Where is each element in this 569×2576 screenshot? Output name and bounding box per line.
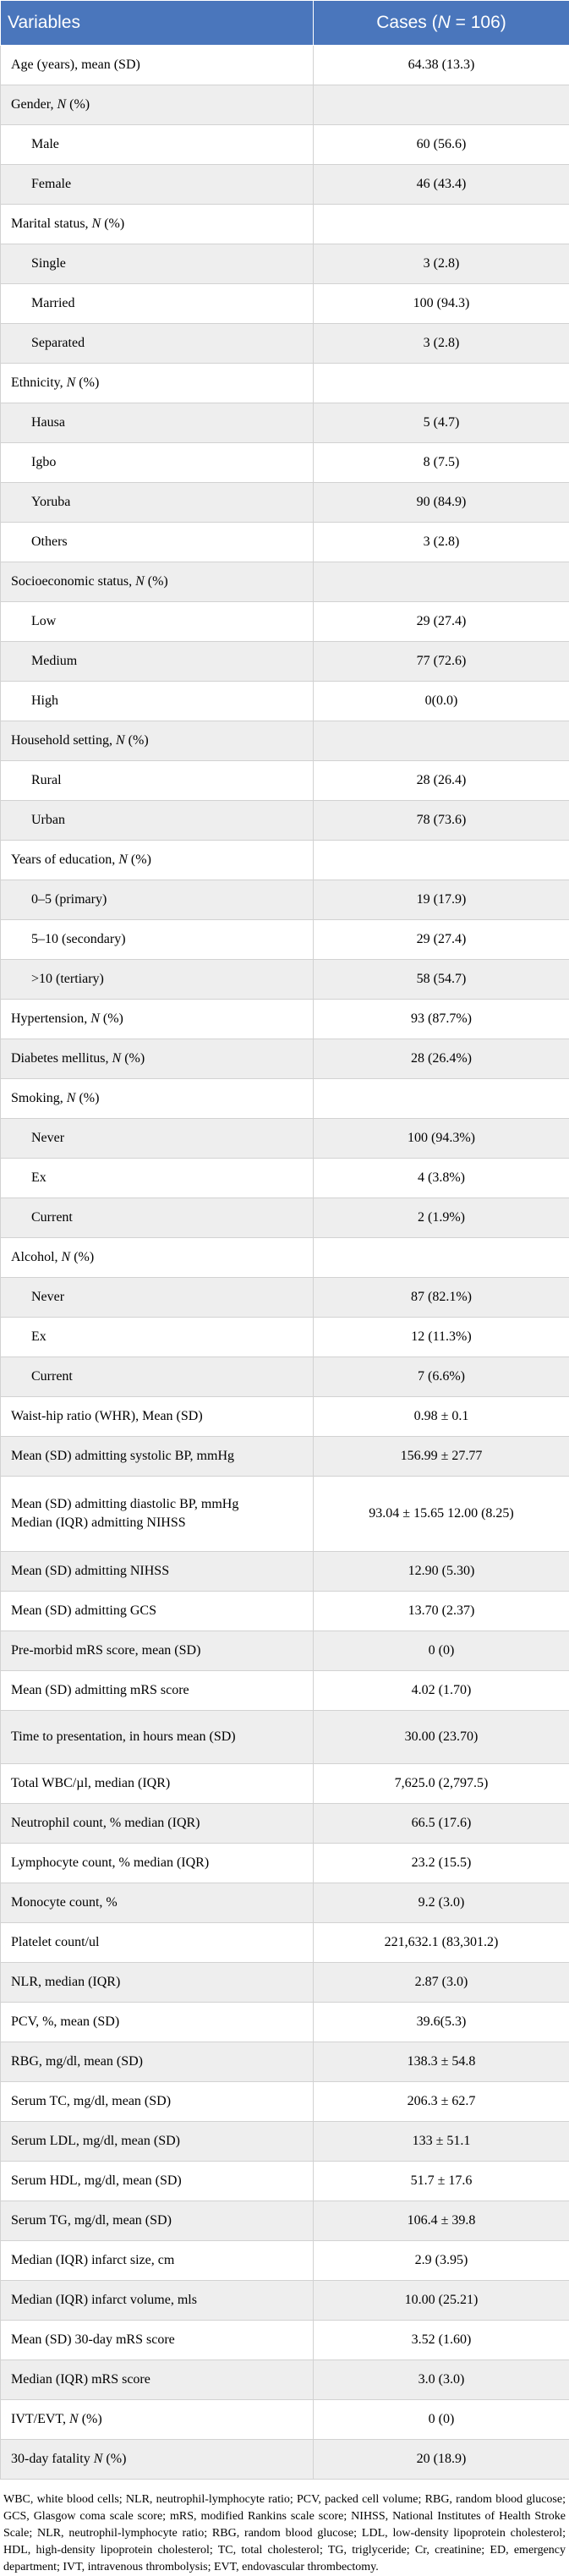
table-row bbox=[1, 1039, 569, 1079]
row-label: NLR, median (IQR) bbox=[1, 1963, 314, 2003]
row-label: Separated bbox=[1, 324, 314, 364]
row-value: 138.3 ± 54.8 bbox=[314, 2042, 569, 2082]
row-label: Serum HDL, mg/dl, mean (SD) bbox=[1, 2162, 314, 2201]
row-value: 30.00 (23.70) bbox=[314, 1711, 569, 1764]
row-label: Median (IQR) mRS score bbox=[1, 2360, 314, 2400]
row-label: Hausa bbox=[1, 403, 314, 443]
table-row bbox=[1, 1079, 569, 1119]
row-value: 12.90 (5.30) bbox=[314, 1552, 569, 1592]
row-label: Age (years), mean (SD) bbox=[1, 46, 314, 85]
row-label: Current bbox=[1, 1357, 314, 1397]
table-row bbox=[1, 1357, 569, 1397]
row-label: Platelet count/ul bbox=[1, 1923, 314, 1963]
table-row bbox=[1, 125, 569, 165]
row-value bbox=[314, 841, 569, 880]
row-label: Serum TC, mg/dl, mean (SD) bbox=[1, 2082, 314, 2122]
table-row bbox=[1, 2082, 569, 2122]
row-label: Single bbox=[1, 244, 314, 284]
table-row bbox=[1, 920, 569, 960]
row-label: Smoking, N (%) bbox=[1, 1079, 314, 1119]
row-value: 64.38 (13.3) bbox=[314, 46, 569, 85]
row-label: Hypertension, N (%) bbox=[1, 1000, 314, 1039]
row-value: 221,632.1 (83,301.2) bbox=[314, 1923, 569, 1963]
row-label: Waist-hip ratio (WHR), Mean (SD) bbox=[1, 1397, 314, 1437]
table-row bbox=[1, 205, 569, 244]
row-label: Marital status, N (%) bbox=[1, 205, 314, 244]
table-row bbox=[1, 523, 569, 562]
table-row bbox=[1, 2400, 569, 2440]
row-label: Yoruba bbox=[1, 483, 314, 523]
table-row bbox=[1, 562, 569, 602]
row-value: 93 (87.7%) bbox=[314, 1000, 569, 1039]
table-row bbox=[1, 324, 569, 364]
table-row bbox=[1, 1711, 569, 1764]
row-value: 20 (18.9) bbox=[314, 2440, 569, 2480]
row-value: 60 (56.6) bbox=[314, 125, 569, 165]
row-value: 3.0 (3.0) bbox=[314, 2360, 569, 2400]
table-row bbox=[1, 443, 569, 483]
row-value: 10.00 (25.21) bbox=[314, 2281, 569, 2321]
row-value: 156.99 ± 27.77 bbox=[314, 1437, 569, 1477]
row-value: 2.87 (3.0) bbox=[314, 1963, 569, 2003]
row-label: Mean (SD) admitting mRS score bbox=[1, 1671, 314, 1711]
row-value: 78 (73.6) bbox=[314, 801, 569, 841]
header-cases: Cases (N = 106) bbox=[314, 1, 569, 46]
table-body bbox=[1, 46, 569, 2480]
table-row bbox=[1, 1238, 569, 1278]
row-value: 66.5 (17.6) bbox=[314, 1804, 569, 1844]
table-row bbox=[1, 1119, 569, 1159]
row-value: 19 (17.9) bbox=[314, 880, 569, 920]
row-value: 5 (4.7) bbox=[314, 403, 569, 443]
row-label: Median (IQR) infarct size, cm bbox=[1, 2241, 314, 2281]
row-value: 3 (2.8) bbox=[314, 324, 569, 364]
table-header bbox=[1, 1, 569, 46]
table-row bbox=[1, 2003, 569, 2042]
row-label: Serum LDL, mg/dl, mean (SD) bbox=[1, 2122, 314, 2162]
table-row bbox=[1, 1923, 569, 1963]
row-label: Urban bbox=[1, 801, 314, 841]
table-row bbox=[1, 642, 569, 682]
row-value: 100 (94.3) bbox=[314, 284, 569, 324]
row-label: IVT/EVT, N (%) bbox=[1, 2400, 314, 2440]
row-value bbox=[314, 1238, 569, 1278]
table-row bbox=[1, 46, 569, 85]
table-row bbox=[1, 2122, 569, 2162]
row-label: Years of education, N (%) bbox=[1, 841, 314, 880]
row-value: 90 (84.9) bbox=[314, 483, 569, 523]
table-row bbox=[1, 841, 569, 880]
row-label: 0–5 (primary) bbox=[1, 880, 314, 920]
header-variables: Variables bbox=[1, 1, 314, 46]
row-value: 3 (2.8) bbox=[314, 523, 569, 562]
row-label: RBG, mg/dl, mean (SD) bbox=[1, 2042, 314, 2082]
row-value: 28 (26.4%) bbox=[314, 1039, 569, 1079]
table-row bbox=[1, 2241, 569, 2281]
row-label: Mean (SD) admitting systolic BP, mmHg bbox=[1, 1437, 314, 1477]
row-label: Neutrophil count, % median (IQR) bbox=[1, 1804, 314, 1844]
row-label: Time to presentation, in hours mean (SD) bbox=[1, 1711, 314, 1764]
row-value bbox=[314, 364, 569, 403]
row-label: Household setting, N (%) bbox=[1, 721, 314, 761]
row-value bbox=[314, 205, 569, 244]
row-label: Mean (SD) 30-day mRS score bbox=[1, 2321, 314, 2360]
table-row bbox=[1, 2201, 569, 2241]
row-value: 206.3 ± 62.7 bbox=[314, 2082, 569, 2122]
table-row bbox=[1, 880, 569, 920]
table-row bbox=[1, 1844, 569, 1883]
row-label: >10 (tertiary) bbox=[1, 960, 314, 1000]
row-value: 100 (94.3%) bbox=[314, 1119, 569, 1159]
row-value: 4 (3.8%) bbox=[314, 1159, 569, 1198]
table-row bbox=[1, 364, 569, 403]
table-row bbox=[1, 721, 569, 761]
row-label: High bbox=[1, 682, 314, 721]
table-row bbox=[1, 1671, 569, 1711]
row-label: Male bbox=[1, 125, 314, 165]
row-value: 28 (26.4) bbox=[314, 761, 569, 801]
table-row bbox=[1, 1397, 569, 1437]
row-value: 7 (6.6%) bbox=[314, 1357, 569, 1397]
table-row bbox=[1, 1963, 569, 2003]
row-value: 3.52 (1.60) bbox=[314, 2321, 569, 2360]
row-label: Others bbox=[1, 523, 314, 562]
table-row bbox=[1, 284, 569, 324]
header-row bbox=[1, 1, 569, 46]
table-row bbox=[1, 602, 569, 642]
table-row bbox=[1, 1552, 569, 1592]
row-label: Mean (SD) admitting NIHSS bbox=[1, 1552, 314, 1592]
row-label: Serum TG, mg/dl, mean (SD) bbox=[1, 2201, 314, 2241]
row-label: Married bbox=[1, 284, 314, 324]
row-label: Monocyte count, % bbox=[1, 1883, 314, 1923]
row-label: Current bbox=[1, 1198, 314, 1238]
row-value: 51.7 ± 17.6 bbox=[314, 2162, 569, 2201]
row-value: 77 (72.6) bbox=[314, 642, 569, 682]
row-label: Ethnicity, N (%) bbox=[1, 364, 314, 403]
table-row bbox=[1, 1198, 569, 1238]
row-label: Never bbox=[1, 1278, 314, 1318]
table-row bbox=[1, 244, 569, 284]
row-label: Mean (SD) admitting GCS bbox=[1, 1592, 314, 1631]
row-value: 8 (7.5) bbox=[314, 443, 569, 483]
table-row bbox=[1, 1883, 569, 1923]
row-value: 13.70 (2.37) bbox=[314, 1592, 569, 1631]
row-value: 23.2 (15.5) bbox=[314, 1844, 569, 1883]
table-row bbox=[1, 483, 569, 523]
row-label: Total WBC/µl, median (IQR) bbox=[1, 1764, 314, 1804]
row-value: 0 (0) bbox=[314, 2400, 569, 2440]
table-row bbox=[1, 2281, 569, 2321]
table-row bbox=[1, 682, 569, 721]
row-label: Median (IQR) infarct volume, mls bbox=[1, 2281, 314, 2321]
table-row bbox=[1, 2360, 569, 2400]
table-row bbox=[1, 1278, 569, 1318]
row-label: Medium bbox=[1, 642, 314, 682]
table-row bbox=[1, 2440, 569, 2480]
row-value bbox=[314, 562, 569, 602]
row-label: PCV, %, mean (SD) bbox=[1, 2003, 314, 2042]
table-row bbox=[1, 1437, 569, 1477]
row-value: 106.4 ± 39.8 bbox=[314, 2201, 569, 2241]
row-value: 87 (82.1%) bbox=[314, 1278, 569, 1318]
row-label: Mean (SD) admitting diastolic BP, mmHg Median (IQR) admitting NIHSS bbox=[1, 1477, 314, 1552]
table-row bbox=[1, 165, 569, 205]
row-value: 2.9 (3.95) bbox=[314, 2241, 569, 2281]
row-label: Ex bbox=[1, 1318, 314, 1357]
table-row bbox=[1, 1804, 569, 1844]
row-label: Never bbox=[1, 1119, 314, 1159]
row-value: 0(0.0) bbox=[314, 682, 569, 721]
table-row bbox=[1, 1318, 569, 1357]
row-value: 2 (1.9%) bbox=[314, 1198, 569, 1238]
table-row bbox=[1, 2162, 569, 2201]
row-value bbox=[314, 1079, 569, 1119]
row-value: 39.6(5.3) bbox=[314, 2003, 569, 2042]
table-row bbox=[1, 1592, 569, 1631]
row-label: Female bbox=[1, 165, 314, 205]
row-label: Socioeconomic status, N (%) bbox=[1, 562, 314, 602]
table-row bbox=[1, 1159, 569, 1198]
row-value bbox=[314, 85, 569, 125]
row-label: Diabetes mellitus, N (%) bbox=[1, 1039, 314, 1079]
row-value: 93.04 ± 15.65 12.00 (8.25) bbox=[314, 1477, 569, 1552]
row-label: Pre-morbid mRS score, mean (SD) bbox=[1, 1631, 314, 1671]
table-row bbox=[1, 1000, 569, 1039]
table-row bbox=[1, 960, 569, 1000]
table-row bbox=[1, 761, 569, 801]
row-label: Rural bbox=[1, 761, 314, 801]
table-row bbox=[1, 403, 569, 443]
row-label: Lymphocyte count, % median (IQR) bbox=[1, 1844, 314, 1883]
table-row bbox=[1, 85, 569, 125]
row-value: 0.98 ± 0.1 bbox=[314, 1397, 569, 1437]
table-row bbox=[1, 1631, 569, 1671]
table-row bbox=[1, 2321, 569, 2360]
row-value: 0 (0) bbox=[314, 1631, 569, 1671]
row-label: Gender, N (%) bbox=[1, 85, 314, 125]
row-value: 29 (27.4) bbox=[314, 602, 569, 642]
table-footnote: WBC, white blood cells; NLR, neutrophil-lymphocyte ratio; PCV, packed cell volume; RBG, random blood glucose; GCS, Glasgow coma scale score; mRS, modified Rankins scale score; NIHSS, National Institutes of Health Stroke Scale; NLR, neutrophil-lymphocyte ratio; RBG, random blood glucose; LDL, low-density lipoprotein cholesterol; HDL, high-density lipoprotein cholesterol; TC, total cholesterol; TG, triglyceride; Cr, creatinine; ED, emergency department; IVT, intravenous thrombolysis; EVT, endovascular thrombectomy. bbox=[0, 2480, 569, 2576]
row-label: Alcohol, N (%) bbox=[1, 1238, 314, 1278]
row-label: 5–10 (secondary) bbox=[1, 920, 314, 960]
row-label: Low bbox=[1, 602, 314, 642]
row-value: 58 (54.7) bbox=[314, 960, 569, 1000]
row-label: Ex bbox=[1, 1159, 314, 1198]
row-value: 4.02 (1.70) bbox=[314, 1671, 569, 1711]
row-value: 9.2 (3.0) bbox=[314, 1883, 569, 1923]
row-value: 46 (43.4) bbox=[314, 165, 569, 205]
row-value: 12 (11.3%) bbox=[314, 1318, 569, 1357]
row-value bbox=[314, 721, 569, 761]
table-row bbox=[1, 2042, 569, 2082]
header-n-symbol: N bbox=[438, 13, 451, 32]
table-row bbox=[1, 1477, 569, 1552]
table-row bbox=[1, 801, 569, 841]
row-label: 30-day fatality N (%) bbox=[1, 2440, 314, 2480]
row-value: 29 (27.4) bbox=[314, 920, 569, 960]
row-value: 3 (2.8) bbox=[314, 244, 569, 284]
table-row bbox=[1, 1764, 569, 1804]
row-value: 7,625.0 (2,797.5) bbox=[314, 1764, 569, 1804]
row-label: Igbo bbox=[1, 443, 314, 483]
row-value: 133 ± 51.1 bbox=[314, 2122, 569, 2162]
